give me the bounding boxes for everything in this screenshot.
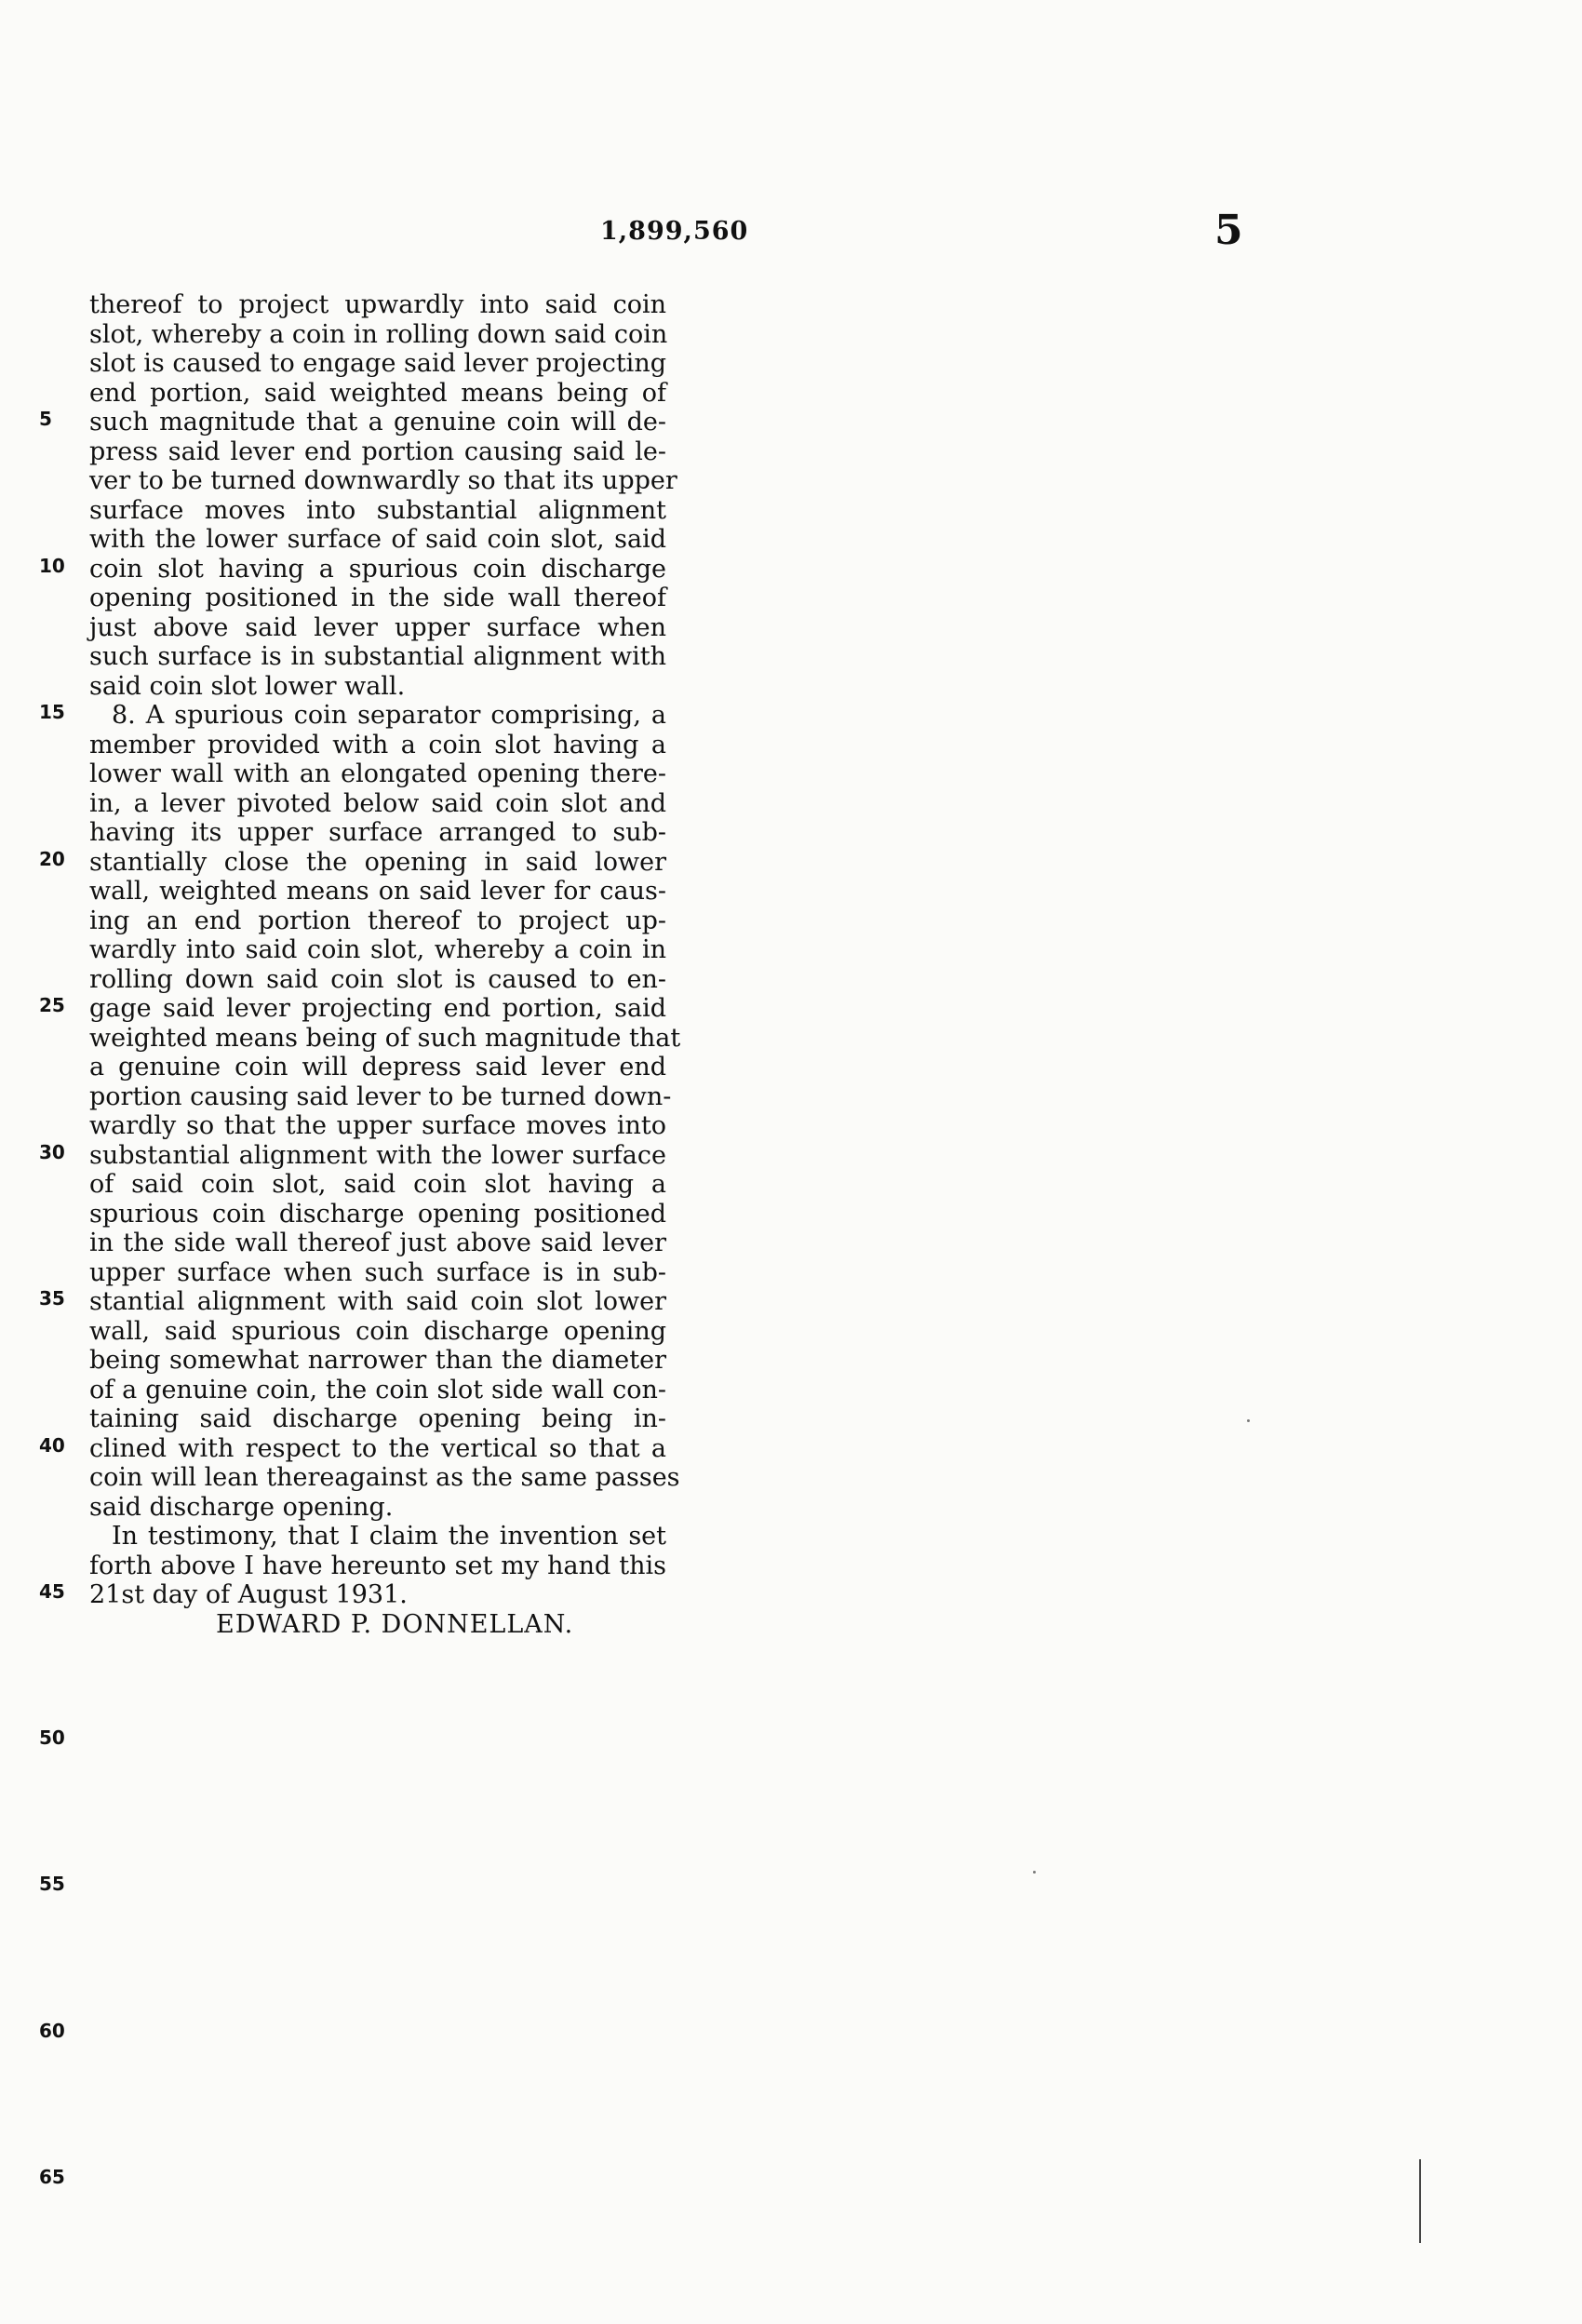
page-ordinal: 5 <box>1214 207 1243 254</box>
text-line: ver to be turned downwardly so that its upper <box>89 466 677 495</box>
text-line: wall, weighted means on said lever for caus- <box>89 877 666 906</box>
text-line: just above said lever upper surface when <box>89 612 666 642</box>
line-number: 45 <box>39 1580 65 1603</box>
text-line: In testimony, that I claim the invention set <box>112 1522 666 1551</box>
line-number: 15 <box>39 701 65 723</box>
patent-number: 1,899,560 <box>600 217 749 246</box>
text-line: opening positioned in the side wall thereof <box>89 584 666 612</box>
line-number: 5 <box>39 408 52 430</box>
line-number: 25 <box>39 994 65 1016</box>
line-number: 55 <box>39 1873 65 1895</box>
text-line: slot is caused to engage said lever projecting <box>89 349 666 378</box>
text-line: in the side wall thereof just above said lever <box>89 1229 666 1257</box>
text-line: a genuine coin will depress said lever end <box>89 1053 666 1081</box>
text-line: with the lower surface of said coin slot, said <box>89 525 666 554</box>
text-line: wardly so that the upper surface moves into <box>89 1111 666 1140</box>
line-number: 20 <box>39 848 65 870</box>
text-line: portion causing said lever to be turned down- <box>89 1081 672 1111</box>
text-line: of said coin slot, said coin slot having a <box>89 1170 666 1199</box>
line-number: 50 <box>39 1726 65 1749</box>
text-line: weighted means being of such magnitude that <box>89 1023 681 1053</box>
signature: EDWARD P. DONNELLAN. <box>216 1609 574 1639</box>
text-line: of a genuine coin, the coin slot side wall con- <box>89 1375 666 1404</box>
text-line: ing an end portion thereof to project up- <box>89 906 666 935</box>
text-line: said coin slot lower wall. <box>89 671 406 701</box>
text-line: press said lever end portion causing said le- <box>89 437 666 466</box>
text-line: stantially close the opening in said lower <box>89 847 666 877</box>
text-line: end portion, said weighted means being of <box>89 378 666 408</box>
line-number: 40 <box>39 1434 65 1457</box>
text-line: such surface is in substantial alignment with <box>89 642 666 671</box>
line-number: 35 <box>39 1287 65 1310</box>
scan-speck <box>1247 1419 1250 1422</box>
line-number: 10 <box>39 555 65 577</box>
text-line: wardly into said coin slot, whereby a coin in <box>89 935 666 964</box>
text-line: slot, whereby a coin in rolling down said coin <box>89 319 668 349</box>
text-line: having its upper surface arranged to sub- <box>89 818 666 847</box>
text-line: member provided with a coin slot having a <box>89 730 666 759</box>
text-line: upper surface when such surface is in sub- <box>89 1257 666 1287</box>
text-line: coin will lean thereagainst as the same passes <box>89 1463 680 1492</box>
line-number: 30 <box>39 1141 65 1163</box>
text-line: being somewhat narrower than the diameter <box>89 1346 666 1375</box>
text-line: coin slot having a spurious coin discharge <box>89 554 666 584</box>
text-line: clined with respect to the vertical so that a <box>89 1433 666 1463</box>
text-line: thereof to project upwardly into said coin <box>89 290 666 319</box>
text-line: such magnitude that a genuine coin will de- <box>89 408 666 437</box>
scan-edge-mark <box>1419 2159 1421 2243</box>
text-line: said discharge opening. <box>89 1492 394 1522</box>
text-line: wall, said spurious coin discharge opening <box>89 1316 666 1346</box>
text-line: substantial alignment with the lower surface <box>89 1140 666 1170</box>
line-number: 65 <box>39 2166 65 2188</box>
text-line: stantial alignment with said coin slot lower <box>89 1287 666 1316</box>
scan-speck <box>1033 1871 1036 1874</box>
text-line: surface moves into substantial alignment <box>89 495 666 525</box>
text-line: forth above I have hereunto set my hand this <box>89 1551 666 1580</box>
text-line: in, a lever pivoted below said coin slot and <box>89 788 666 818</box>
text-line: 21st day of August 1931. <box>89 1580 408 1609</box>
text-line: gage said lever projecting end portion, said <box>89 994 666 1023</box>
text-line: spurious coin discharge opening positioned <box>89 1199 666 1229</box>
text-line: rolling down said coin slot is caused to en- <box>89 964 666 994</box>
text-line: taining said discharge opening being in- <box>89 1404 666 1433</box>
line-number: 60 <box>39 2020 65 2042</box>
claims-text <box>89 290 681 1639</box>
text-line: lower wall with an elongated opening there- <box>89 759 666 788</box>
text-line: 8. A spurious coin separator comprising, a <box>112 701 666 730</box>
